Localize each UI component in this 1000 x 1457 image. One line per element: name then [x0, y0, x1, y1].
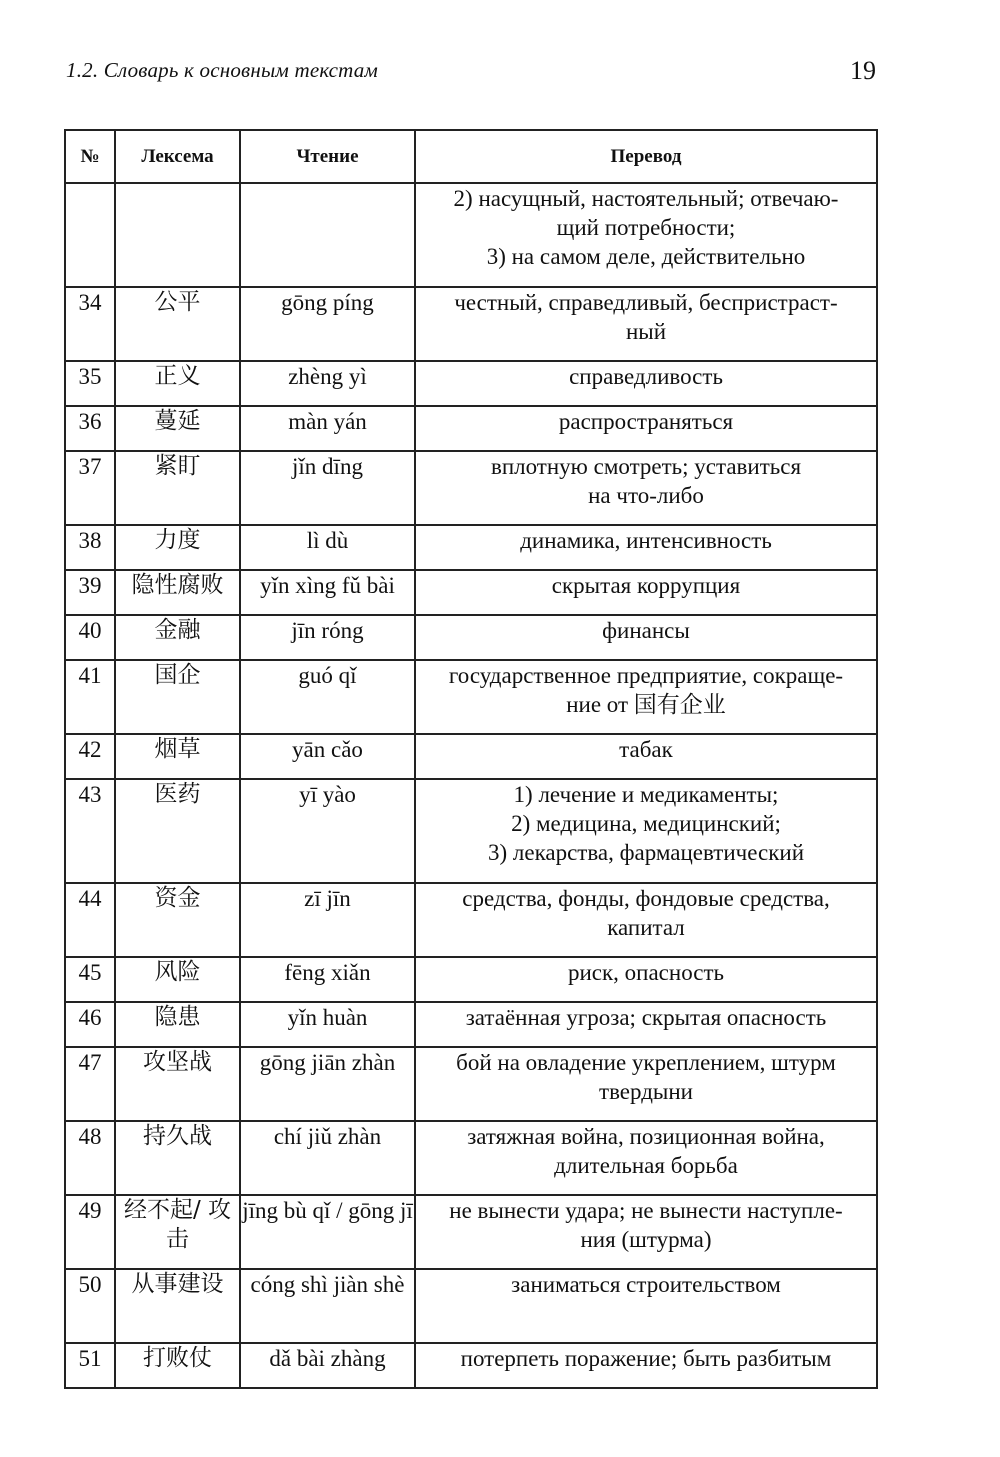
entry-translation	[415, 406, 877, 451]
entry-number: 51	[65, 1343, 115, 1388]
entry-translation	[415, 957, 877, 1002]
entry-translation	[415, 525, 877, 570]
vocabulary-table	[64, 129, 878, 1389]
entry-reading: zhèng yì	[240, 361, 415, 406]
table-row	[65, 1047, 877, 1121]
entry-number: 34	[65, 287, 115, 361]
entry-translation	[415, 883, 877, 957]
column-header-lexeme: Лексема	[115, 130, 240, 183]
entry-number: 41	[65, 660, 115, 734]
table-header-row	[65, 130, 877, 183]
translation-line: потерпеть поражение; быть разбитым	[460, 1346, 832, 1371]
entry-lexeme: 烟草	[115, 734, 240, 779]
table-row	[65, 451, 877, 525]
column-header-reading: Чтение	[240, 130, 415, 183]
entry-reading: zī jīn	[240, 883, 415, 957]
entry-translation	[415, 1121, 877, 1195]
running-head: 1.2. Словарь к основным текстам	[66, 58, 379, 82]
translation-line: средства, фонды, фондовые средства,	[462, 886, 830, 911]
entry-lexeme: 隐性腐败	[115, 570, 240, 615]
table-body	[65, 183, 877, 1388]
table-row	[65, 183, 877, 287]
entry-reading: yǐn huàn	[240, 1002, 415, 1047]
entry-lexeme: 资金	[115, 883, 240, 957]
translation-line: длительная борьба	[554, 1153, 738, 1178]
entry-lexeme: 攻坚战	[115, 1047, 240, 1121]
entry-lexeme: 隐患	[115, 1002, 240, 1047]
entry-reading: jīn róng	[240, 615, 415, 660]
entry-translation	[415, 361, 877, 406]
entry-number: 36	[65, 406, 115, 451]
entry-reading: yān cǎo	[240, 734, 415, 779]
table-row	[65, 615, 877, 660]
entry-number: 42	[65, 734, 115, 779]
table-row	[65, 361, 877, 406]
entry-number: 39	[65, 570, 115, 615]
entry-reading: gōng píng	[240, 287, 415, 361]
translation-line: затяжная война, позиционная война,	[467, 1124, 825, 1149]
table-row	[65, 525, 877, 570]
table-row	[65, 1121, 877, 1195]
table-row	[65, 570, 877, 615]
entry-reading	[240, 183, 415, 287]
entry-lexeme	[115, 183, 240, 287]
translation-line: бой на овладение укреплением, штурм	[456, 1050, 836, 1075]
entry-reading: cóng shì jiàn shè	[240, 1269, 415, 1343]
table-row	[65, 660, 877, 734]
entry-number: 47	[65, 1047, 115, 1121]
entry-number: 44	[65, 883, 115, 957]
entry-reading: fēng xiǎn	[240, 957, 415, 1002]
translation-line: справедливость	[569, 364, 723, 389]
entry-translation	[415, 570, 877, 615]
table-row	[65, 1269, 877, 1343]
entry-lexeme: 蔓延	[115, 406, 240, 451]
entry-lexeme: 力度	[115, 525, 240, 570]
entry-reading: jīng bù qǐ / gōng jī	[240, 1195, 415, 1269]
entry-lexeme: 从事建设	[115, 1269, 240, 1343]
page-number: 19	[850, 56, 876, 85]
entry-translation	[415, 183, 877, 287]
entry-reading: jǐn dīng	[240, 451, 415, 525]
entry-lexeme: 金融	[115, 615, 240, 660]
entry-lexeme: 医药	[115, 779, 240, 883]
entry-number: 40	[65, 615, 115, 660]
entry-reading: gōng jiān zhàn	[240, 1047, 415, 1121]
entry-translation	[415, 779, 877, 883]
translation-line: скрытая коррупция	[551, 573, 741, 598]
table-row	[65, 287, 877, 361]
table-row	[65, 1343, 877, 1388]
entry-lexeme: 国企	[115, 660, 240, 734]
table-row	[65, 957, 877, 1002]
table-row	[65, 406, 877, 451]
entry-lexeme: 公平	[115, 287, 240, 361]
translation-line: 2) медицина, медицинский;	[511, 811, 781, 836]
entry-translation	[415, 660, 877, 734]
entry-number: 35	[65, 361, 115, 406]
entry-translation	[415, 1195, 877, 1269]
entry-reading: yǐn xìng fǔ bài	[240, 570, 415, 615]
entry-number: 50	[65, 1269, 115, 1343]
entry-translation	[415, 1343, 877, 1388]
entry-lexeme: 经不起/ 攻击	[115, 1195, 240, 1269]
entry-translation	[415, 615, 877, 660]
entry-number: 45	[65, 957, 115, 1002]
translation-line: 2) насущный, настоятельный; отвечаю-	[453, 186, 839, 211]
table-row	[65, 779, 877, 883]
entry-lexeme: 紧盯	[115, 451, 240, 525]
column-header-translation: Перевод	[415, 130, 877, 183]
translation-line: динамика, интенсивность	[520, 528, 772, 553]
entry-reading: guó qǐ	[240, 660, 415, 734]
entry-translation	[415, 734, 877, 779]
table-row	[65, 1195, 877, 1269]
entry-number: 49	[65, 1195, 115, 1269]
translation-line: вплотную смотреть; уставиться	[490, 454, 802, 479]
translation-line: государственное предприятие, сокраще-	[448, 663, 844, 688]
entry-translation	[415, 287, 877, 361]
table-row	[65, 1002, 877, 1047]
translation-line: ния (штурма)	[580, 1227, 712, 1252]
translation-line: 1) лечение и медикаменты;	[513, 782, 779, 807]
translation-line: на что-либо	[588, 483, 704, 508]
translation-line: финансы	[602, 618, 690, 643]
entry-number: 38	[65, 525, 115, 570]
translation-line: ние от 国有企业	[566, 692, 726, 717]
translation-line: щий потребности;	[556, 215, 736, 240]
entry-lexeme: 打败仗	[115, 1343, 240, 1388]
translation-line: не вынести удара; не вынести наступле-	[449, 1198, 843, 1223]
entry-translation	[415, 1002, 877, 1047]
entry-translation	[415, 1047, 877, 1121]
translation-line: заниматься строительством	[511, 1272, 781, 1297]
entry-lexeme: 持久战	[115, 1121, 240, 1195]
translation-line: распространяться	[558, 409, 734, 434]
entry-number	[65, 183, 115, 287]
translation-line: риск, опасность	[567, 960, 725, 985]
entry-translation	[415, 451, 877, 525]
translation-line: твердыни	[599, 1079, 693, 1104]
translation-line: табак	[619, 737, 673, 762]
table-row	[65, 883, 877, 957]
entry-reading: yī yào	[240, 779, 415, 883]
translation-line: 3) лекарства, фармацевтический	[487, 840, 805, 865]
entry-lexeme: 正义	[115, 361, 240, 406]
entry-reading: màn yán	[240, 406, 415, 451]
entry-reading: dǎ bài zhàng	[240, 1343, 415, 1388]
entry-number: 46	[65, 1002, 115, 1047]
translation-line: 3) на самом деле, действительно	[486, 244, 806, 269]
entry-reading: chí jiǔ zhàn	[240, 1121, 415, 1195]
entry-translation	[415, 1269, 877, 1343]
table-row	[65, 734, 877, 779]
entry-reading: lì dù	[240, 525, 415, 570]
entry-lexeme: 风险	[115, 957, 240, 1002]
entry-number: 43	[65, 779, 115, 883]
translation-line: капитал	[607, 915, 685, 940]
entry-number: 37	[65, 451, 115, 525]
entry-number: 48	[65, 1121, 115, 1195]
translation-line: затаённая угроза; скрытая опасность	[465, 1005, 827, 1030]
column-header-number: №	[65, 130, 115, 183]
translation-line: честный, справедливый, беспристраст-	[454, 290, 838, 315]
translation-line: ный	[625, 319, 667, 344]
